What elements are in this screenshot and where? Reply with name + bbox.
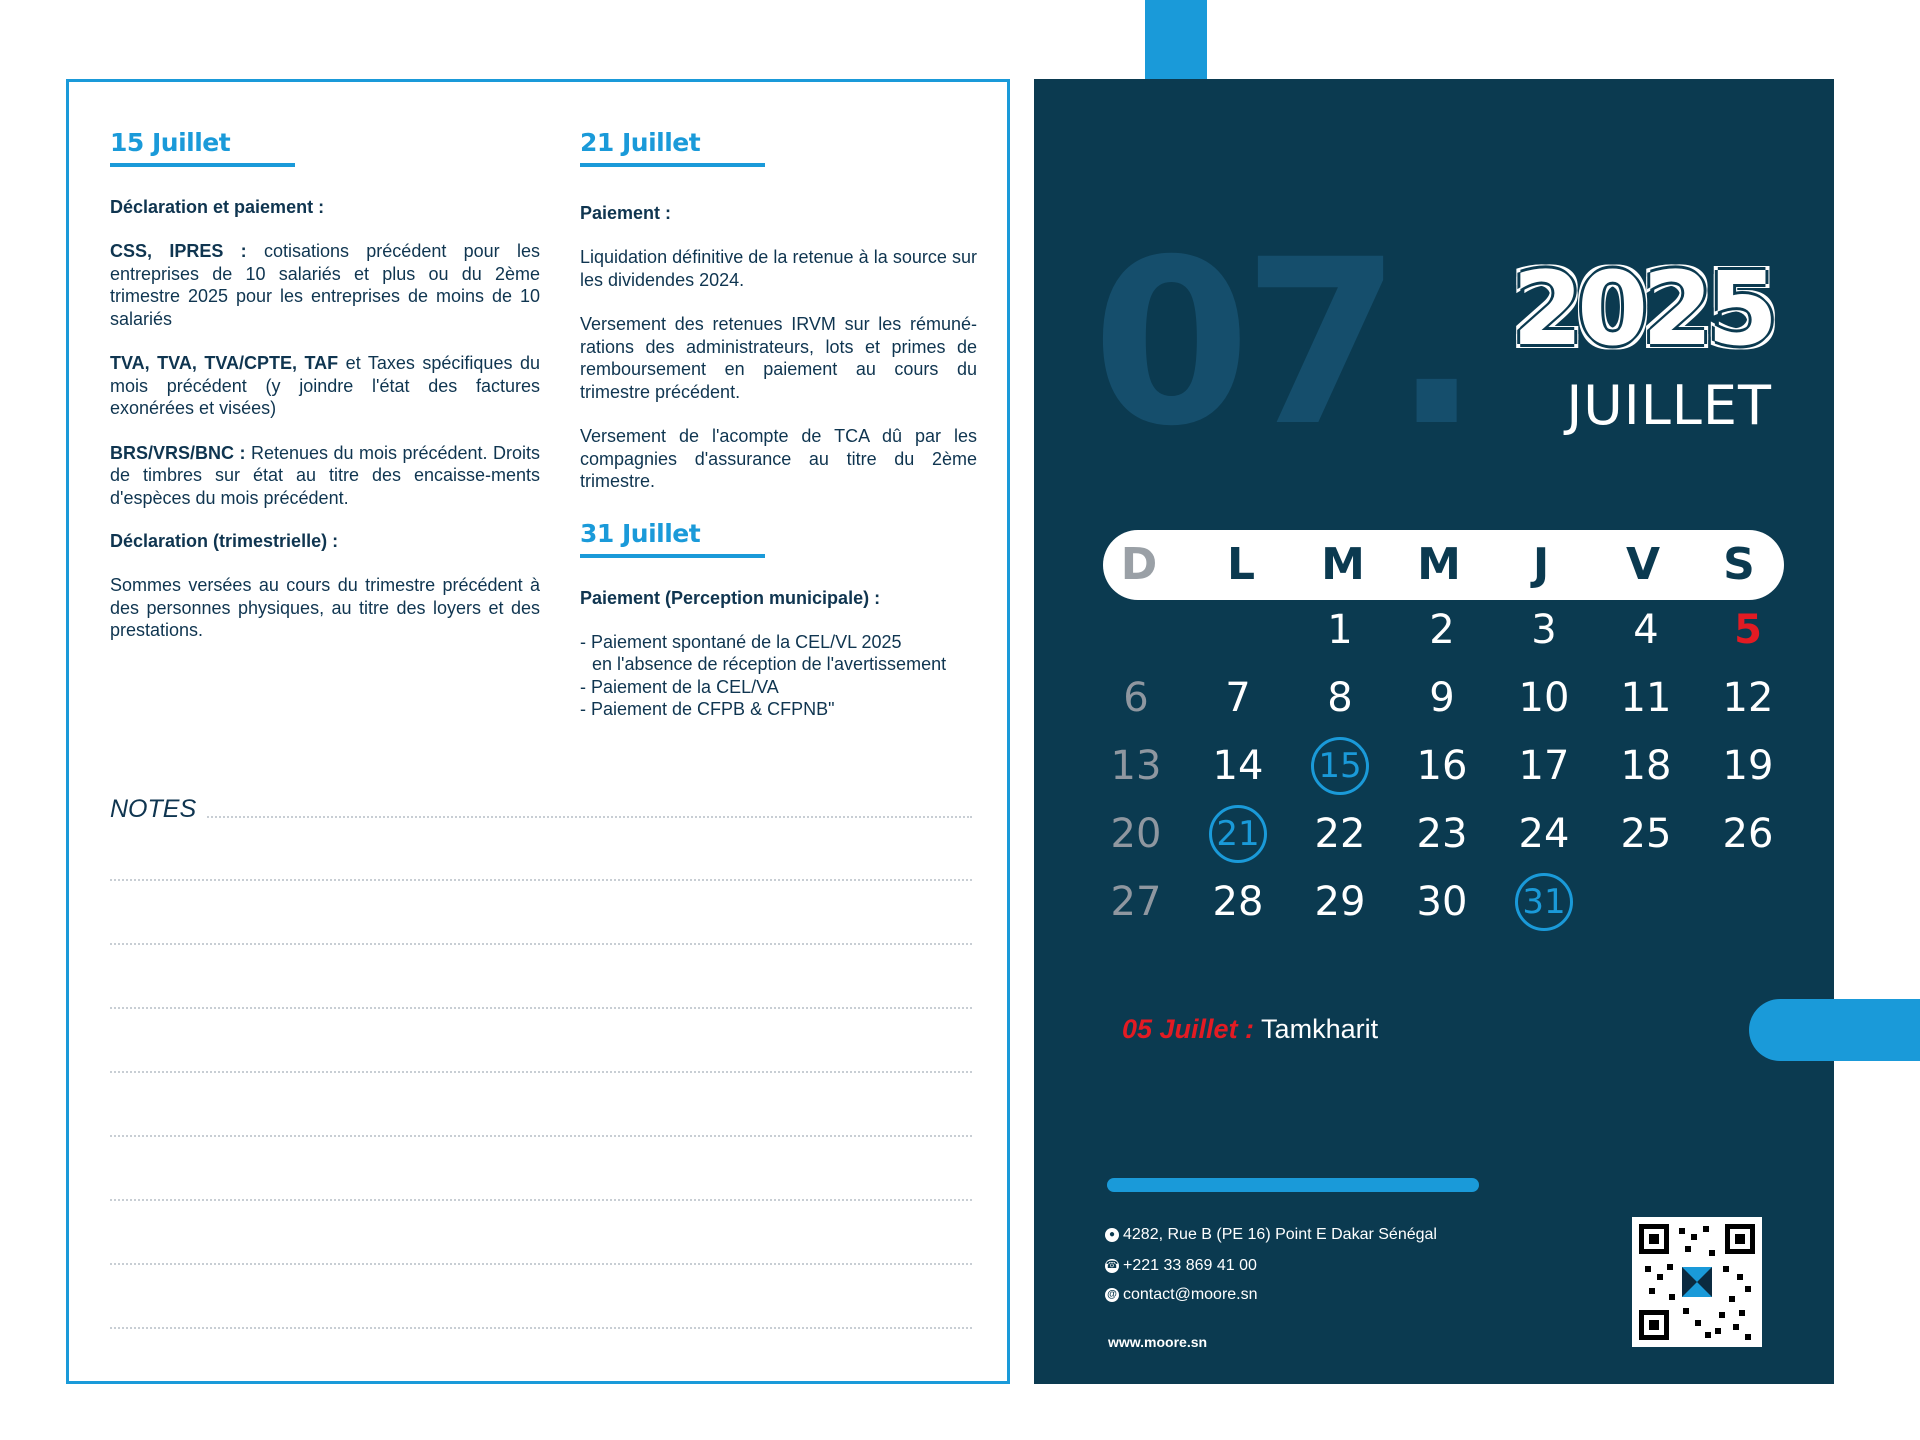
calendar-day-19: 19	[1722, 743, 1774, 789]
holiday-note: 05 Juillet : Tamkharit	[1122, 1014, 1379, 1044]
month-title: JUILLET	[1566, 374, 1772, 437]
section-heading: Déclaration (trimestrielle) :	[110, 531, 339, 551]
list-item: - Paiement de la CEL/VA	[580, 676, 779, 697]
calendar-day-11: 11	[1620, 675, 1672, 721]
contact-phone: ☎ +221 33 869 41 00	[1105, 1257, 1257, 1274]
calendar-day-23: 23	[1416, 811, 1468, 857]
notes-label: NOTES	[110, 795, 206, 824]
notes-area	[110, 795, 972, 824]
paragraph-brs: BRS/VRS/BNC : Retenues du mois précédent. Droits de timbres sur état au titre des encaisse-ments d'espèces du mois précédent.	[110, 442, 540, 508]
deadlines-panel	[66, 79, 1010, 1384]
calendar-day-28: 28	[1212, 879, 1264, 925]
paragraph-liquidation: Liquidation définitive de la retenue à la source sur les dividendes 2024.	[580, 247, 977, 290]
date-underline	[110, 163, 295, 167]
weekday-thursday: J	[1532, 539, 1550, 590]
block-31-juillet	[580, 519, 977, 721]
date-title-31: 31 Juillet	[580, 518, 701, 548]
weekday-sunday: D	[1120, 539, 1158, 590]
weekday-monday: L	[1226, 539, 1256, 590]
calendar-day-27: 27	[1110, 879, 1162, 925]
paragraph-tva: TVA, TVA, TVA/CPTE, TAF et Taxes spécifiques du mois précédent (y joindre l'état des factures exonérées et visées)	[110, 353, 540, 418]
payment-list	[580, 631, 977, 721]
calendar-day-1: 1	[1327, 607, 1353, 653]
calendar-day-7: 7	[1225, 675, 1251, 721]
calendar-panel	[1034, 79, 1834, 1384]
calendar-day-5: 5	[1734, 607, 1762, 653]
calendar-day-6: 6	[1123, 675, 1149, 721]
note-line	[110, 1199, 972, 1201]
date-underline	[580, 163, 765, 167]
note-line	[110, 879, 972, 881]
year-title: 2025	[1512, 250, 1772, 369]
calendar-day-21: 21	[1216, 814, 1260, 854]
qr-code	[1632, 1217, 1762, 1347]
date-underline	[580, 554, 765, 558]
calendar-day-13: 13	[1110, 743, 1162, 789]
calendar-day-24: 24	[1518, 811, 1570, 857]
note-line	[110, 1327, 972, 1329]
section-heading: Paiement :	[580, 203, 672, 223]
list-item: - Paiement de CFPB & CFPNB"	[580, 699, 835, 719]
website-link[interactable]: www.moore.sn	[1108, 1334, 1208, 1350]
note-line	[110, 1135, 972, 1137]
paragraph-sommes: Sommes versées au cours du trimestre précédent à des personnes physiques, au titre des loyers et des prestations.	[110, 575, 540, 640]
weekday-header	[1103, 530, 1784, 600]
contact-address: ● 4282, Rue B (PE 16) Point E Dakar Sénégal	[1105, 1226, 1437, 1244]
weekday-wednesday: M	[1417, 539, 1461, 590]
calendar-day-26: 26	[1722, 811, 1774, 857]
section-heading: Paiement (Perception municipale) :	[580, 587, 881, 608]
list-item: en l'absence de réception de l'avertissement	[592, 654, 947, 674]
calendar-day-18: 18	[1620, 743, 1672, 789]
moore-logo-icon	[1682, 1267, 1712, 1297]
note-line	[110, 1007, 972, 1009]
calendar-day-2: 2	[1429, 607, 1455, 653]
weekday-friday: V	[1625, 539, 1661, 590]
phone-icon: ☎	[1105, 1259, 1119, 1271]
calendar-day-15: 15	[1318, 746, 1362, 786]
date-title-21: 21 Juillet	[580, 128, 701, 157]
side-tab-decoration	[1749, 999, 1920, 1061]
accent-strip	[1107, 1178, 1479, 1192]
paragraph-css-ipres: CSS, IPRES : cotisations précédent pour les entreprises de 10 salariés et plus ou du 2ème trimestre 2025 pour les entreprises de moins de 10 salariés	[110, 241, 540, 329]
contact-email[interactable]: @ contact@moore.sn	[1105, 1286, 1258, 1304]
location-icon: ●	[1105, 1228, 1119, 1242]
calendar-day-9: 9	[1429, 675, 1455, 721]
month-number-watermark: 07.	[1092, 210, 1472, 476]
calendar-day-8: 8	[1327, 675, 1353, 721]
paragraph-tca: Versement de l'acompte de TCA dû par les compagnies d'assurance au titre du 2ème trimestre.	[580, 426, 977, 491]
column-15-juillet	[110, 128, 540, 642]
note-line	[110, 1071, 972, 1073]
calendar-day-4: 4	[1633, 607, 1659, 653]
note-line	[110, 1263, 972, 1265]
date-title-15: 15 Juillet	[110, 128, 231, 157]
section-heading: Déclaration et paiement :	[110, 197, 325, 217]
calendar-day-10: 10	[1518, 675, 1570, 721]
calendar-day-29: 29	[1314, 879, 1366, 925]
calendar-day-14: 14	[1212, 743, 1264, 789]
calendar-day-22: 22	[1314, 811, 1366, 857]
calendar-day-16: 16	[1416, 743, 1468, 789]
list-item: - Paiement spontané de la CEL/VL 2025	[580, 631, 902, 652]
email-icon: @	[1105, 1288, 1119, 1302]
calendar-day-17: 17	[1518, 743, 1570, 789]
weekday-saturday: S	[1723, 539, 1755, 590]
calendar-day-12: 12	[1722, 675, 1774, 721]
weekday-tuesday: M	[1321, 539, 1365, 590]
calendar-day-30: 30	[1416, 879, 1468, 925]
calendar-day-20: 20	[1110, 811, 1162, 857]
note-line	[110, 943, 972, 945]
calendar-day-3: 3	[1531, 607, 1557, 653]
column-21-31-juillet	[580, 128, 977, 721]
paragraph-irvm: Versement des retenues IRVM sur les rémuné-rations des administrateurs, lots et primes de remboursement en paiement au cours du trimestre précédent.	[580, 314, 977, 402]
calendar-day-25: 25	[1620, 811, 1672, 857]
note-line	[200, 816, 972, 818]
calendar-day-31: 31	[1522, 882, 1566, 922]
